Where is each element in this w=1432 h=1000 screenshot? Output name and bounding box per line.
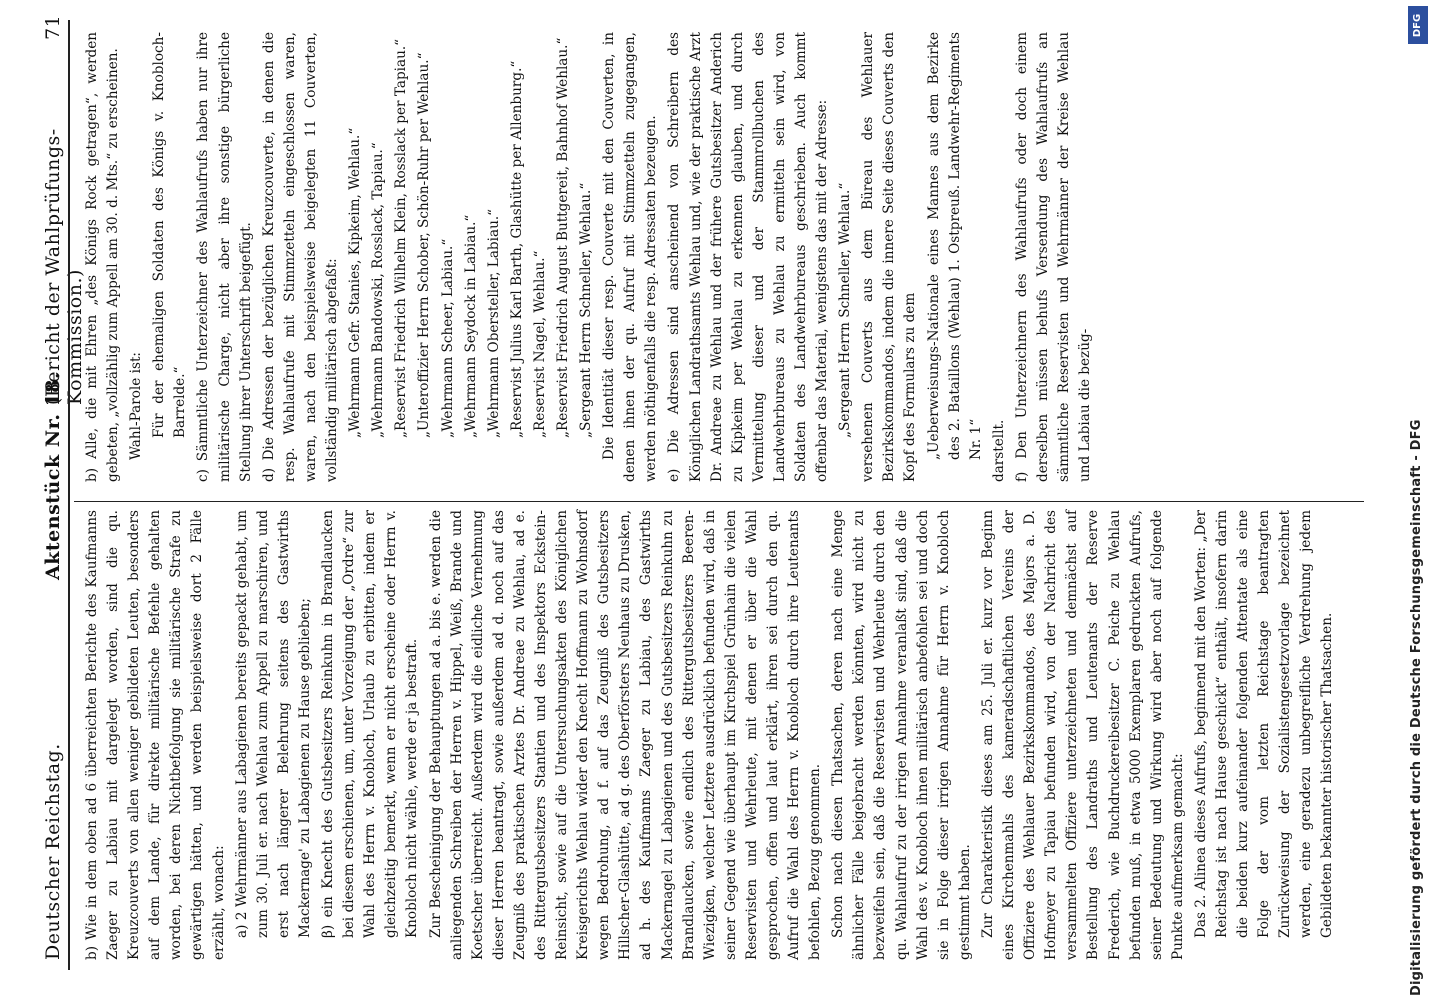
paragraph: „Ueberweisungs-Nationale eines Mannes aus dem Bezirke des 2. Bataillons (Wehlau) 1. Ostpreuß. Landwehr-Regiments Nr. 1“ bbox=[925, 32, 984, 460]
address-item: „Wehrmann Seydock in Labiau.“ bbox=[462, 214, 479, 438]
page-number: 71 bbox=[42, 14, 64, 40]
paragraph: Zur Charakteristik dieses am 25. Juli er. kurz vor Beginn eines Kirchenmahls des kameradschaftlichen Vereins der Offiziere des Wehlauer Bezirkskommandos, des Majors a. D. Hofmeyer zu Tapiau befunden wird, von der Nachricht des versammelten Offiziere unterzeichneten und demnächst auf Bestellung des Landraths und Leutenants der Reserve Frederich, wie Buchdruckereibesitzer C. Peiche zu Wehlau befunden muß, in etwa 5000 Exemplaren gedruckten Aufrufs, seiner Bedeutung und Wirkung wird aber noch auf folgende Punkte aufmerksam gemacht: bbox=[979, 510, 1186, 960]
paragraph: Wahl-Parole ist: bbox=[128, 352, 145, 460]
paragraph: darstellt. bbox=[990, 419, 1007, 482]
paragraph: Zur Bescheinigung der Behauptungen ad a. bis e. werden die anliegenden Schreiben der Herren v. Hippel, Weiß, Brande und Koetscher überreicht. Außerdem wird die eidliche Vernehmung dieser Herren beantragt, sowie außerdem ad d. noch auf das Zeugniß des praktischen Arztes Dr. Andreae zu Wehlau, ad e. des Rittergutsbesitzers Stantien und des Inspektors Eckstein-Reinsicht, sowie auf die Untersuchungsakten des Königlichen Kreisgerichts Wehlau wider den Knecht Hoffmann zu Wohnsdorf wegen Bedrohung, ad f. auf das Zeugniß des Gutsbesitzers Hillscher-Glashütte, ad g. des Oberförsters Neuhaus zu Drusken, ad h. des Kaufmanns Zaeger zu Labiau, des Gastwirths Mackernagel zu Labagienen und des Gutsbesitzers Reinkuhn zu Brandlaucken, sowie endlich des Rittergutsbesitzers Beeren-Wiezigken, welcher Letztere ausdrücklich befunden wird, daß in seiner Gegend wie überhaupt im Kirchspiel Grünhain die vielen Reservisten und Wehrleute, mit denen er über die Wahl gesprochen, offen und laut erklärt, ihren sei durch den qu. Aufruf die Wahl des Herrn v. Knobloch durch ihre Leutenants befohlen, Bezug genommen. bbox=[427, 509, 824, 960]
dfg-logo-icon bbox=[1408, 6, 1428, 44]
address-item: „Wehrmann Obersteller, Labiau.“ bbox=[485, 208, 502, 438]
header-center: Aktenstück Nr. 18. bbox=[42, 371, 64, 580]
paragraph: Schon nach diesen Thatsachen, deren nach eine Menge ähnlicher Fälle beigebracht werden könnten, wird nicht zu bezweifeln sein, daß die Reservisten und Wehrleute durch den qu. Wahlaufruf zu der irrigen Annahme veranlaßt sind, daß die Wahl des v. Knobloch ihnen militärisch anbefohlen sei und doch sie in Folge dieser irrigen Annahme für Herrn v. Knobloch gestimmt haben. bbox=[830, 510, 973, 960]
paragraph: versehenen Couverts aus dem Büreau des Wehlauer Bezirkskommandos, indem die innere Seite dieses Couverts den Kopf des Formulars zu dem bbox=[860, 32, 919, 482]
digitization-sidebar bbox=[1405, 0, 1432, 1000]
address-item: „Wehrmann Gefr. Stanies, Kipkeim, Wehlau.“ bbox=[347, 127, 364, 438]
paragraph: f) Den Unterzeichnern des Wahlaufrufs oder doch einem derselben müssen behufs Versendung des Wahlaufrufs an sämmtliche Reservisten und Wehrmänner der Kreise Wehlau und Labiau die bezüg- bbox=[1013, 32, 1094, 482]
column-divider bbox=[74, 501, 1364, 502]
address-item: „Sergeant Herrn Schneller, Wehlau.“ bbox=[578, 182, 595, 438]
right-column bbox=[82, 32, 1098, 482]
paragraph: b) Wie in dem oben ad 6 überreichten Berichte des Kaufmanns Zaeger zu Labiau mit dargelegt worden, sind die qu. Kreuzcouverts von allen weniger gebildeten Leuten, besonders auf dem Lande, für direkte militärische Befehle gehalten worden, bei deren Nichtbefolgung sie militärische Strafe zu gewärtigen hätten, und werden beispielsweise dort 2 Fälle erzählt, wonach: bbox=[84, 510, 227, 960]
dfg-badge-label: DFG bbox=[1412, 13, 1424, 37]
paragraph: d) Die Adressen der bezüglichen Kreuzcouverte, in denen die resp. Wahlaufrufe mit Stimmzetteln eingeschlossen waren, waren, nach den beispielsweise beigelegten 11 Couverten, vollständig militärisch abgefaßt: bbox=[260, 32, 341, 482]
address-item: „Reservist Julius Karl Barth, Glashütte per Allenburg.“ bbox=[508, 60, 525, 438]
paragraph: e) Die Adressen sind anscheinend von Schreibern des Königlichen Landrathsamts Wehlau und, wie der praktische Arzt Dr. Andreae zu Wehlau und der frühere Gutsbesitzer Anderich zu Kipkeim per Wehlau zu erkennen glauben, und durch Vermittelung dieser und der Stammrollbuchen des Landwehrbureaus zu Wehlau zu ermitteln sein wird, von Soldaten des Landwehrbureaus geschrieben. Auch kommt offenbar das Material, wenigstens das mit der Adresse: bbox=[666, 32, 831, 482]
paragraph: c) Sämmtliche Unterzeichner des Wahlaufrufs haben nur ihre militärische Charge, nicht aber ihre sonstige bürgerliche Stellung ihrer Unterschrift beigefügt. bbox=[195, 32, 254, 482]
paragraph: Die Identität dieser resp. Couverte mit den Couverten, in denen ihnen der qu. Aufruf mit Stimmzetteln zugegangen, werden nöthigenfalls die resp. Adressaten bezeugen. bbox=[601, 32, 660, 482]
page-header bbox=[12, 14, 86, 960]
header-right: (Bericht der Wahlprüfungs-Kommission.) bbox=[42, 128, 86, 405]
left-column bbox=[82, 510, 1341, 960]
paragraph: a) 2 Wehrmänner aus Labagienen bereits gepackt gehabt, um zum 30. Juli er. nach Wehlau zum Appell zu marschiren, und erst nach längerer Belehrung seitens des Gastwirths Mackernage' zu Labagienen zu Hause geblieben; bbox=[233, 510, 313, 938]
paragraph: Für der ehemaligen Soldaten des Königs v. Knobloch-Barrelde.“ bbox=[151, 32, 189, 438]
address-item: „Reservist Nagel, Wehlau.“ bbox=[531, 250, 548, 438]
address-item: „Wehrmann Bandowski, Rosslack, Tapiau.“ bbox=[370, 142, 387, 438]
address-item: „Wehrmann Scheer, Labiau.“ bbox=[439, 238, 456, 438]
header-rule bbox=[68, 20, 70, 970]
address-item: „Reservist Friedrich August Buttgereit, Bahnhof Wehlau.“ bbox=[554, 37, 571, 438]
paragraph: Das 2. Alinea dieses Aufrufs, beginnend mit den Worten: „Der Reichstag ist nach Hause geschickt“ enthält, insofern darin die beiden kurz aufeinander folgenden Attentate als eine Folge der vom letzten Reichstage beantragten Zurückweisung der Sozialistengesetzvorlage bezeichnet werden, eine geradezu unbegreifliche Verdrehung jedem Gebildeten bekannter historischer Thatsachen. bbox=[1192, 510, 1336, 938]
address-item: „Reservist Friedrich Wilhelm Klein, Rosslack per Tapiau.“ bbox=[393, 38, 410, 438]
address-list bbox=[345, 32, 597, 482]
header-left: Deutscher Reichstag. bbox=[42, 743, 64, 960]
address-item: „Unteroffizier Herrn Schober, Schön-Ruhr per Wehlau.“ bbox=[416, 52, 433, 438]
paragraph: „Sergeant Herrn Schneller, Wehlau.“ bbox=[837, 182, 854, 438]
paragraph: β) ein Knecht des Gutsbesitzers Reinkuhn in Brandlaucken bei diesem erschienen, um, unter Vorzeigung der „Ordre“ zur Wahl des Herrn v. Knobloch, Urlaub zu erbitten, indem er gleichzeitig bemerkt, wenn er nicht erscheine oder Herrn v. Knobloch nicht wähle, werde er ja bestraft. bbox=[320, 510, 421, 938]
dfg-credit-text: Digitalisierung gefördert durch die Deutsche Forschungsgemeinschaft - DFG bbox=[1409, 419, 1424, 996]
paragraph: b) Alle, die mit Ehren „des Königs Rock getragen“, werden gebeten, „vollzählig zum Appell am 30. d. Mts.“ zu erscheinen. bbox=[84, 32, 122, 482]
